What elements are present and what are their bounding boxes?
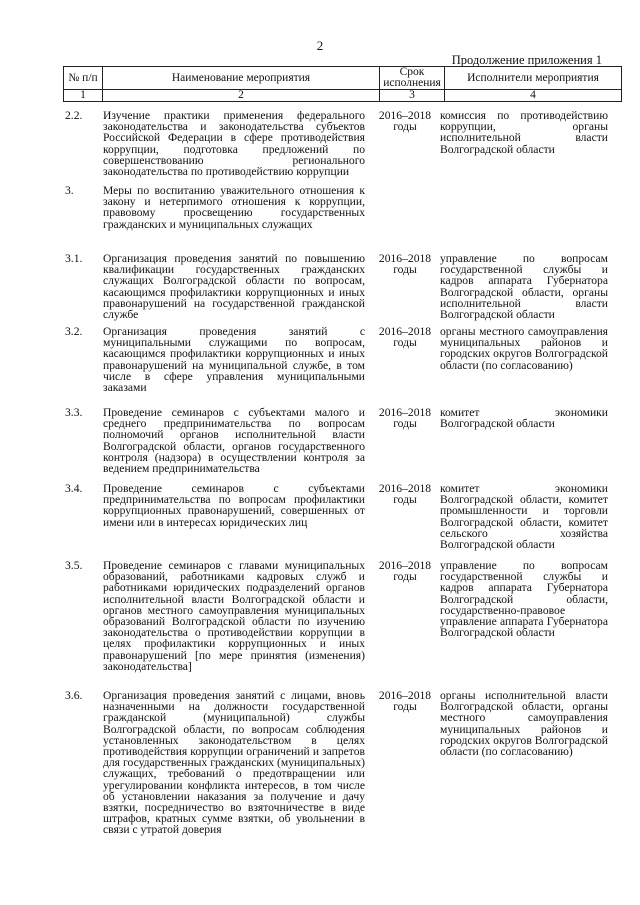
row-number: 3.5. — [65, 559, 83, 572]
row-name: Проведение семинаров с субъектами малого и среднего предпринимательства по вопросам полномочий органов исполнительной власти Волгоградской области, органов государственного контроля (надзора) в осуществлении контроля за ведением предпринимательства — [103, 406, 365, 476]
row-name: Организация проведения занятий по повышению квалификации государственных гражданских служащих Волгоградской области по вопросам, касающимся профилактики коррупционных и иных правонарушений на государственной гражданской службе — [103, 252, 365, 322]
row-exec: комиссия по противодействию коррупции, органы исполнительной власти Волгоградской области — [440, 109, 608, 156]
row-term: 2016–2018 годы — [378, 109, 432, 134]
header-idx-1: 1 — [64, 90, 103, 102]
row-name: Проведение семинаров с главами муниципальных образований, работниками кадровых служб и работниками юридических подразделений органов исполнительной власти Волгоградской области и органов местного самоуправления муниципальных образований Волгоградской области по изучению законодательства о противодействии коррупции в целях профилактики коррупционных и иных правонарушений [по мере принятия (изменения) законодательства] — [103, 559, 365, 673]
row-number: 3. — [65, 184, 74, 197]
header-idx-4: 4 — [445, 90, 622, 102]
header-term: Срок исполнения — [380, 67, 445, 90]
row-exec: управление по вопросам государственной службы и кадров аппарата Губернатора Волгоградской области, органы исполнительной власти Волгоградской области — [440, 252, 608, 322]
row-number: 3.6. — [65, 689, 83, 702]
row-exec: управление по вопросам государственной службы и кадров аппарата Губернатора Волгоградской области, государственно-правовое управление аппарата Губернатора Волгоградской области — [440, 559, 608, 640]
continuation-label: Продолжение приложения 1 — [451, 53, 602, 67]
header-idx-2: 2 — [103, 90, 380, 102]
row-name: Проведение семинаров с субъектами предпринимательства по вопросам профилактики коррупционных правонарушений, совершенных от имени или в интересах юридических лиц — [103, 482, 365, 529]
row-number: 3.3. — [65, 406, 83, 419]
row-exec: комитет экономики Волгоградской области — [440, 406, 608, 431]
row-name: Организация проведения занятий с муниципальными служащими по вопросам, касающимся профилактики коррупционных и иных правонарушений на муниципальной службе, в том числе в сфере управления муниципальными заказами — [103, 325, 365, 395]
header-name: Наименование мероприятия — [103, 67, 380, 90]
row-number: 3.1. — [65, 252, 83, 265]
row-exec: органы исполнительной власти Волгоградской области, органы местного самоуправления муниципальных районов и городских округов Волгоградской области (по согласованию) — [440, 689, 608, 759]
row-number: 3.4. — [65, 482, 83, 495]
row-name: Организация проведения занятий с лицами, вновь назначенными на должности государственной гражданской (муниципальной) службы Волгоградской области, по вопросам соблюдения установленных законодательством в целях противодействия коррупции ограничений и запретов для государственных гражданских (муниципальных) служащих, требований о предотвращении или урегулировании конфликта интересов, в том числе об установлении наказания за получение и дачу взятки, посредничество во взяточничестве в виде штрафов, кратных сумме взятки, об увольнении в связи с утратой доверия — [103, 689, 365, 837]
row-term: 2016–2018 годы — [378, 559, 432, 584]
header-num: № п/п — [64, 67, 103, 90]
row-exec: органы местного самоуправления муниципальных районов и городских округов Волгоградской области (по согласованию) — [440, 325, 608, 372]
table-header — [63, 66, 622, 102]
row-term: 2016–2018 годы — [378, 482, 432, 507]
row-name: Меры по воспитанию уважительного отношения к закону и нетерпимого отношения к коррупции, правовому просвещению государственных гражданских и муниципальных служащих — [103, 184, 365, 231]
row-term: 2016–2018 годы — [378, 406, 432, 431]
page-number: 2 — [316, 38, 324, 53]
header-idx-3: 3 — [380, 90, 445, 102]
row-term: 2016–2018 годы — [378, 252, 432, 277]
row-number: 2.2. — [65, 109, 83, 122]
row-number: 3.2. — [65, 325, 83, 338]
row-term: 2016–2018 годы — [378, 325, 432, 350]
row-exec: комитет экономики Волгоградской области, комитет промышленности и торговли Волгоградской области, комитет сельского хозяйства Волгоградской области — [440, 482, 608, 552]
row-name: Изучение практики применения федерального законодательства и законодательства субъектов Российской Федерации в сфере противодействия коррупции, подготовка предложений по совершенствованию регионального законодательства по противодействию коррупции — [103, 109, 365, 179]
row-term: 2016–2018 годы — [378, 689, 432, 714]
header-exec: Исполнители мероприятия — [445, 67, 622, 90]
